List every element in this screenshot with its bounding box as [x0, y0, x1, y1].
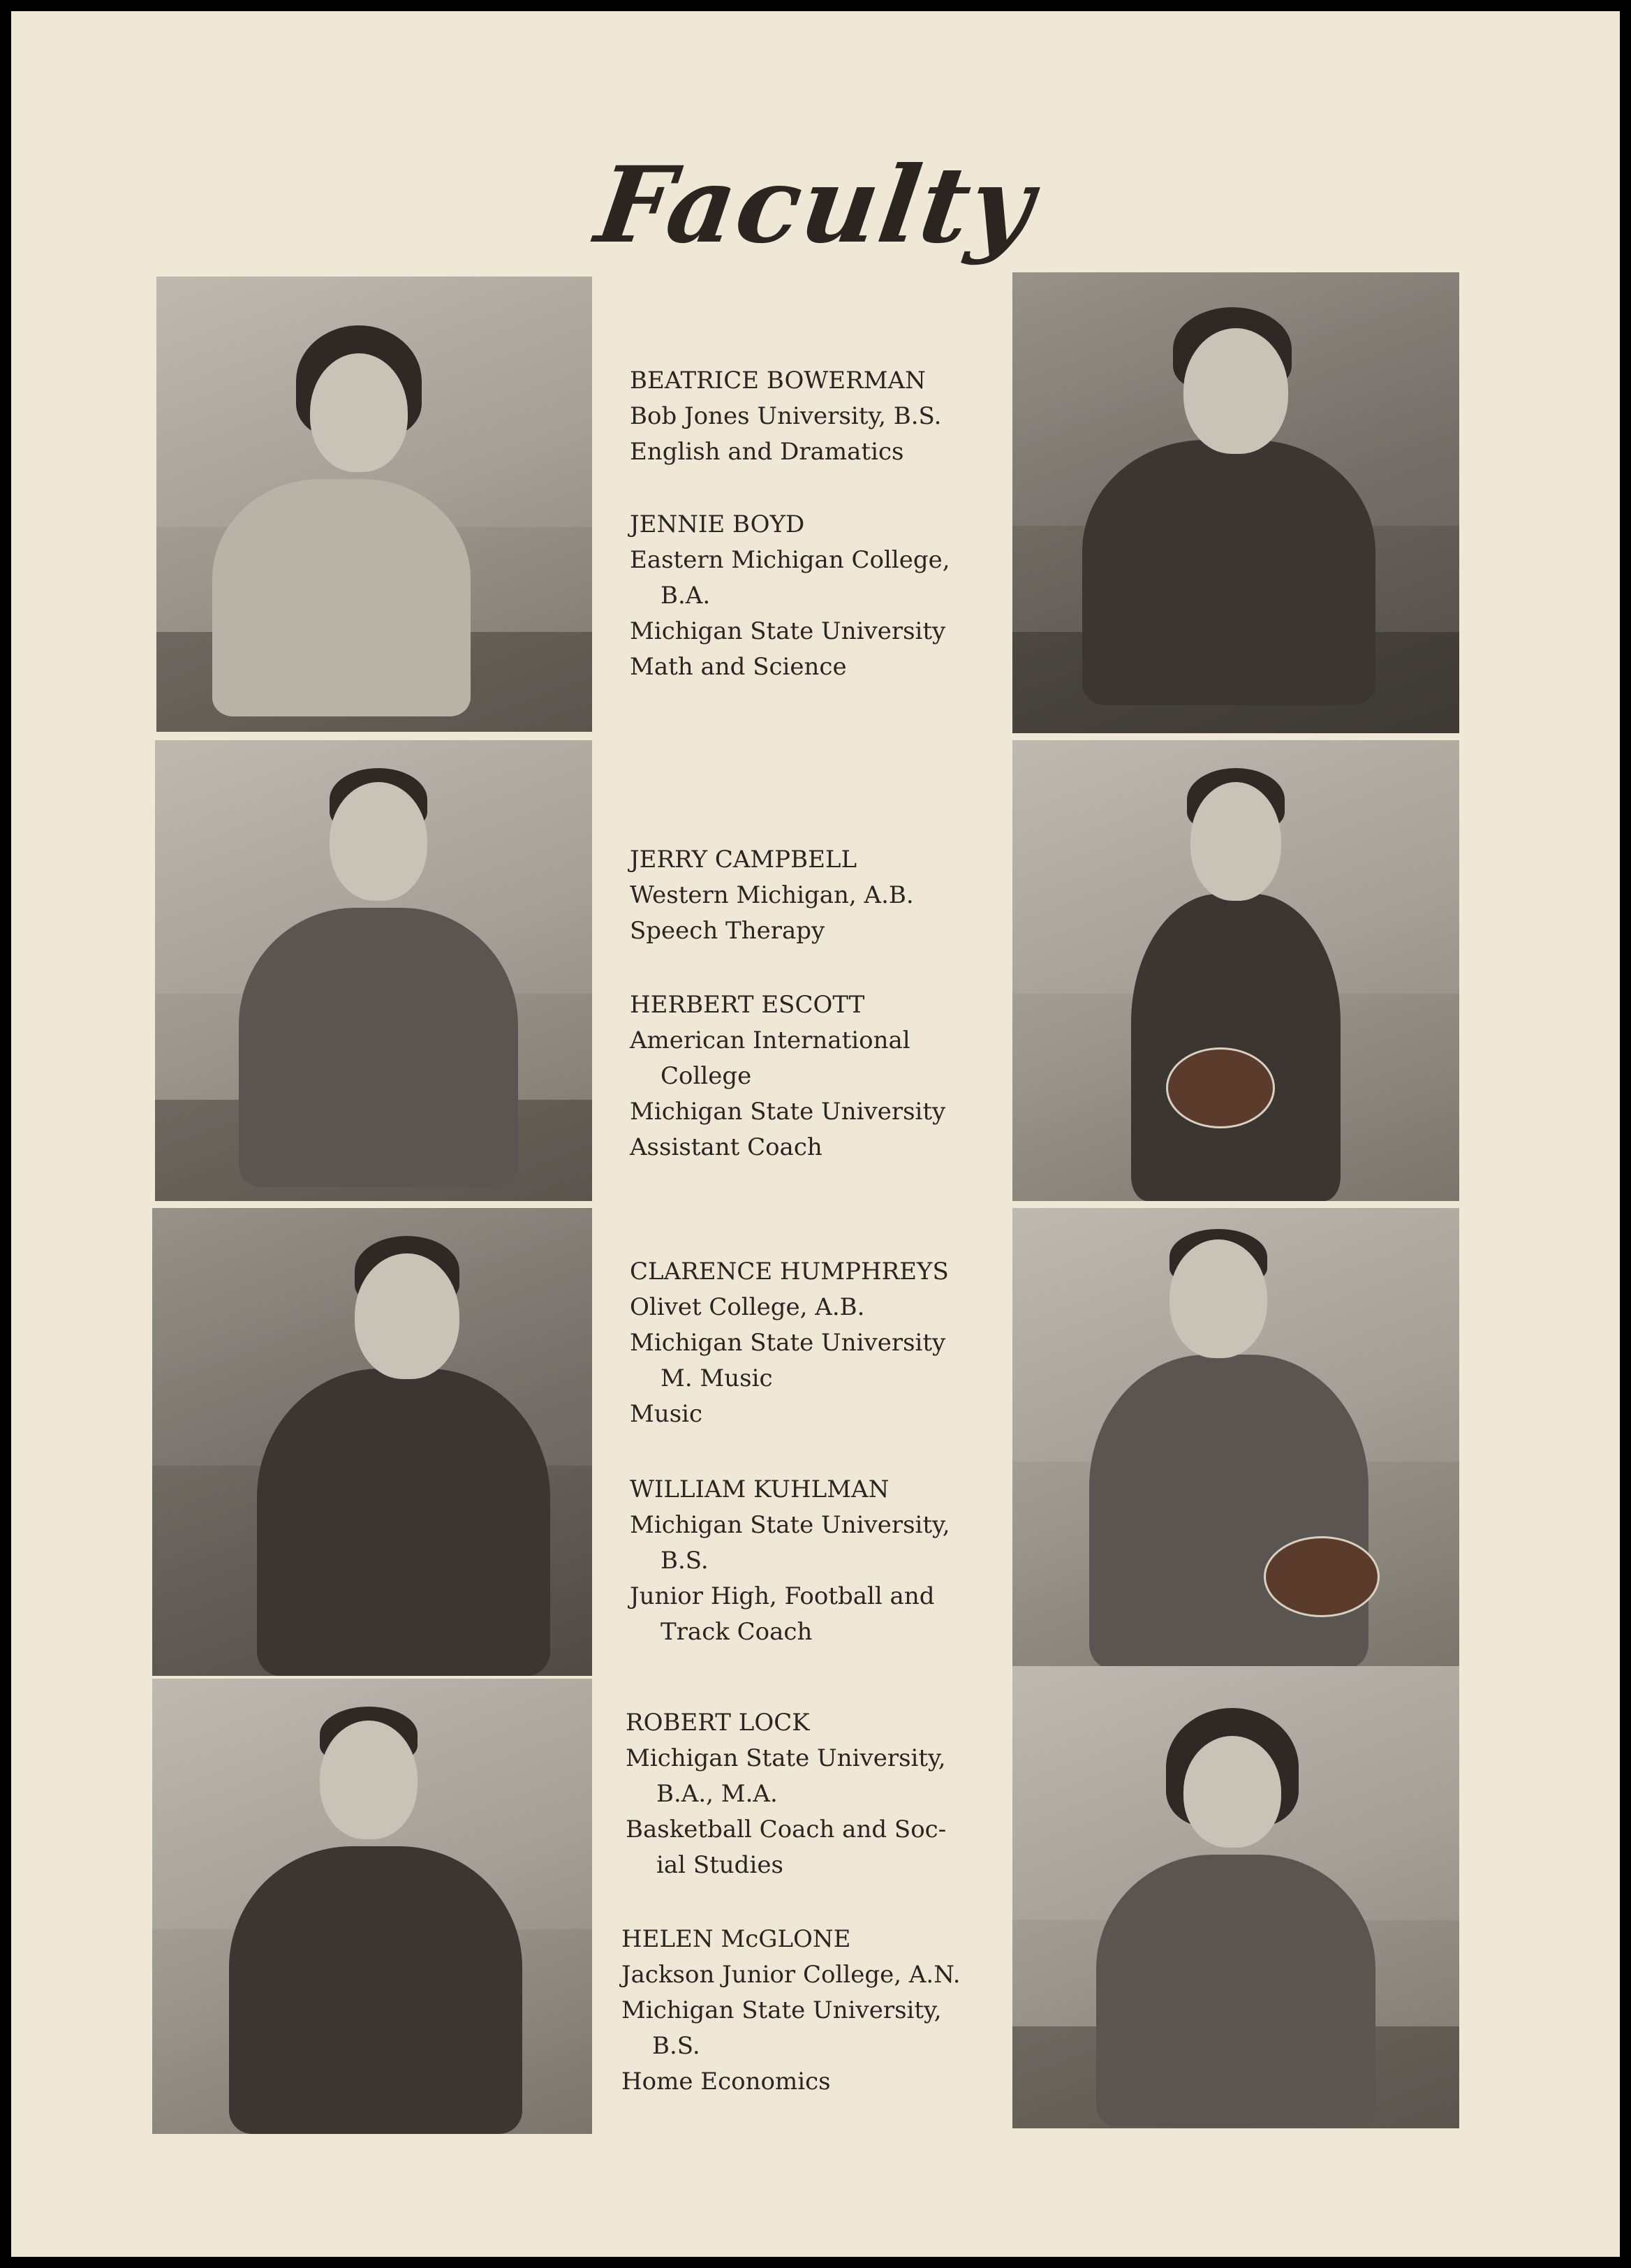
faculty-detail: College — [660, 1062, 752, 1090]
faculty-detail: Michigan State University, — [626, 1744, 946, 1772]
photo-jennie-boyd — [1012, 272, 1459, 733]
faculty-detail: Assistant Coach — [630, 1133, 822, 1161]
faculty-name: HERBERT ESCOTT — [630, 991, 865, 1019]
faculty-detail: ial Studies — [656, 1851, 783, 1879]
faculty-detail: Speech Therapy — [630, 917, 825, 945]
yearbook-page — [11, 11, 1620, 2257]
faculty-detail: Olivet College, A.B. — [630, 1293, 865, 1321]
faculty-detail: B.S. — [652, 2032, 700, 2060]
faculty-detail: B.S. — [660, 1547, 709, 1575]
photo-beatrice-bowerman — [156, 277, 592, 732]
faculty-detail: B.A., M.A. — [656, 1780, 778, 1808]
faculty-detail: American International — [630, 1026, 910, 1054]
faculty-detail: Jackson Junior College, A.N. — [621, 1961, 961, 1989]
faculty-entry-beatrice-bowerman — [630, 363, 941, 470]
faculty-detail: Junior High, Football and — [630, 1582, 935, 1610]
faculty-entry-clarence-humphreys — [630, 1254, 949, 1432]
faculty-name: JENNIE BOYD — [630, 510, 805, 538]
photo-clarence-humphreys — [152, 1208, 592, 1676]
photo-william-kuhlman — [1012, 1208, 1459, 1669]
faculty-detail: Michigan State University, — [630, 1511, 950, 1539]
photo-robert-lock — [152, 1679, 592, 2134]
faculty-entry-william-kuhlman — [630, 1472, 950, 1650]
football-icon-2 — [1264, 1536, 1380, 1617]
faculty-name: BEATRICE BOWERMAN — [630, 367, 926, 395]
faculty-detail: English and Dramatics — [630, 438, 904, 466]
faculty-detail: Michigan State University — [630, 617, 946, 645]
faculty-detail: Eastern Michigan College, — [630, 546, 950, 574]
faculty-name: CLARENCE HUMPHREYS — [630, 1258, 949, 1286]
photo-herbert-escott — [1012, 740, 1459, 1201]
faculty-name: HELEN McGLONE — [621, 1925, 851, 1953]
faculty-detail: M. Music — [660, 1364, 773, 1392]
faculty-name: WILLIAM KUHLMAN — [630, 1475, 890, 1503]
faculty-detail: Michigan State University, — [621, 1996, 942, 2024]
faculty-entry-helen-mcglone — [621, 1922, 961, 2100]
photo-helen-mcglone — [1012, 1666, 1459, 2128]
photo-jerry-campbell — [155, 740, 592, 1201]
faculty-detail: Bob Jones University, B.S. — [630, 402, 942, 430]
page-title: Faculty — [589, 144, 1042, 267]
faculty-detail: Home Economics — [621, 2068, 831, 2096]
faculty-entry-jennie-boyd — [630, 507, 950, 685]
faculty-detail: B.A. — [660, 582, 711, 610]
faculty-detail: Basketball Coach and Soc- — [626, 1816, 947, 1843]
faculty-detail: Western Michigan, A.B. — [630, 881, 914, 909]
football-icon — [1166, 1047, 1275, 1128]
faculty-entry-jerry-campbell — [630, 842, 914, 949]
faculty-name: ROBERT LOCK — [626, 1709, 810, 1737]
faculty-name: JERRY CAMPBELL — [630, 846, 857, 874]
faculty-detail: Michigan State University — [630, 1098, 946, 1126]
faculty-detail: Michigan State University — [630, 1329, 946, 1357]
faculty-detail: Math and Science — [630, 653, 847, 681]
faculty-entry-herbert-escott — [630, 987, 945, 1165]
faculty-entry-robert-lock — [626, 1705, 946, 1883]
faculty-detail: Music — [630, 1400, 703, 1428]
faculty-detail: Track Coach — [660, 1618, 813, 1646]
